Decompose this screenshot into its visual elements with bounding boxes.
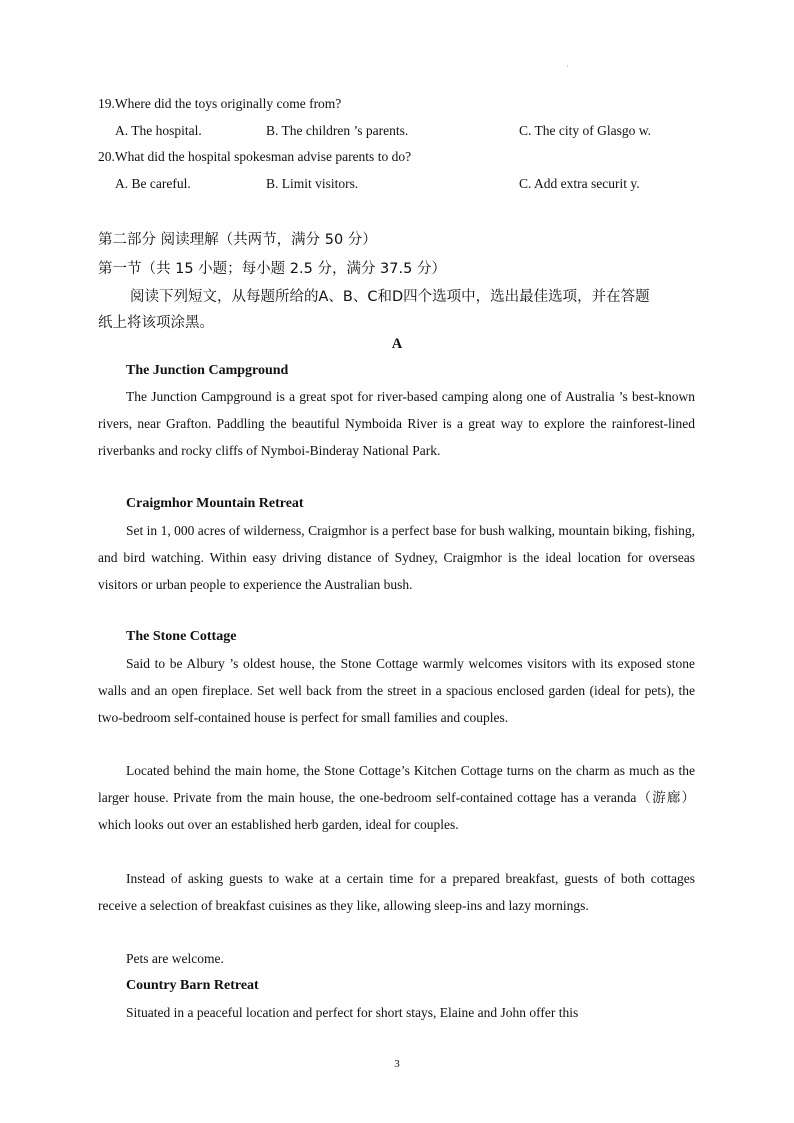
instruction-line-1: 阅读下列短文，从每题所给的A、B、C和D四个选项中，选出最佳选项，并在答题 bbox=[130, 289, 650, 305]
question-19-stem: 19.Where did the toys originally come from? bbox=[98, 96, 342, 111]
question-20-option-a: A. Be careful. bbox=[115, 176, 191, 191]
paragraph-country-barn: Situated in a peaceful location and perfect for short stays, Elaine and John offer this bbox=[126, 1005, 579, 1020]
paragraph-craigmhor: Set in 1, 000 acres of wilderness, Craigmhor is a perfect base for bush walking, mountain biking, fishing, and bird watching. Within easy driving distance of Sydney, Craigmhor is the ideal location for overseas visitors or urban people to experience the Australian bush. bbox=[98, 523, 695, 592]
paragraph-stone-cottage-3: Instead of asking guests to wake at a certain time for a prepared breakfast, guests of both cottages receive a selection of breakfast cuisines as they like, allowing sleep-ins and lazy mornings. bbox=[98, 871, 695, 913]
paragraph-stone-cottage-1: Said to be Albury ’s oldest house, the Stone Cottage warmly welcomes visitors with its exposed stone walls and an open fireplace. Set well back from the street in a spacious enclosed garden (ideal for pets), the two-bedroom self-contained house is perfect for small families and couples. bbox=[98, 656, 695, 725]
question-20-stem: 20.What did the hospital spokesman advise parents to do? bbox=[98, 149, 412, 164]
section-heading-craigmhor: Craigmhor Mountain Retreat bbox=[126, 496, 304, 511]
question-20-option-c: C. Add extra securit y. bbox=[519, 176, 640, 191]
question-19-option-c: C. The city of Glasgo w. bbox=[519, 123, 651, 138]
page-number: 3 bbox=[394, 1058, 400, 1070]
paragraph-stone-cottage-2: Located behind the main home, the Stone Cottage’s Kitchen Cottage turns on the charm as much as the larger house. Private from the main house, the one-bedroom self-contained cottage has a veranda（游廊）which looks out over an established herb garden, ideal for couples. bbox=[98, 763, 695, 832]
question-19-option-a: A. The hospital. bbox=[115, 123, 202, 138]
section-heading-country-barn: Country Barn Retreat bbox=[126, 978, 259, 993]
section-heading-stone-cottage: The Stone Cottage bbox=[126, 629, 237, 644]
question-20-option-b: B. Limit visitors. bbox=[266, 176, 359, 191]
section-heading-junction: The Junction Campground bbox=[126, 363, 289, 378]
passage-label: A bbox=[391, 336, 403, 352]
instruction-line-2: 纸上将该项涂黑。 bbox=[98, 315, 214, 331]
section-title: 第一节（共 15 小题；每小题 2.5 分，满分 37.5 分） bbox=[98, 261, 446, 277]
header-mark: · bbox=[566, 62, 569, 71]
question-19-option-b: B. The children ’s parents. bbox=[266, 123, 409, 138]
paragraph-stone-cottage-4: Pets are welcome. bbox=[126, 951, 224, 966]
paragraph-junction: The Junction Campground is a great spot for river-based camping along one of Australia ’s best-known rivers, near Grafton. Paddling the beautiful Nymboida River is a great way to explore the rainforest-lined riverbanks and rocky cliffs of Nymboi-Binderay National Park. bbox=[98, 389, 695, 458]
part-title: 第二部分 阅读理解（共两节，满分 50 分） bbox=[98, 232, 377, 248]
